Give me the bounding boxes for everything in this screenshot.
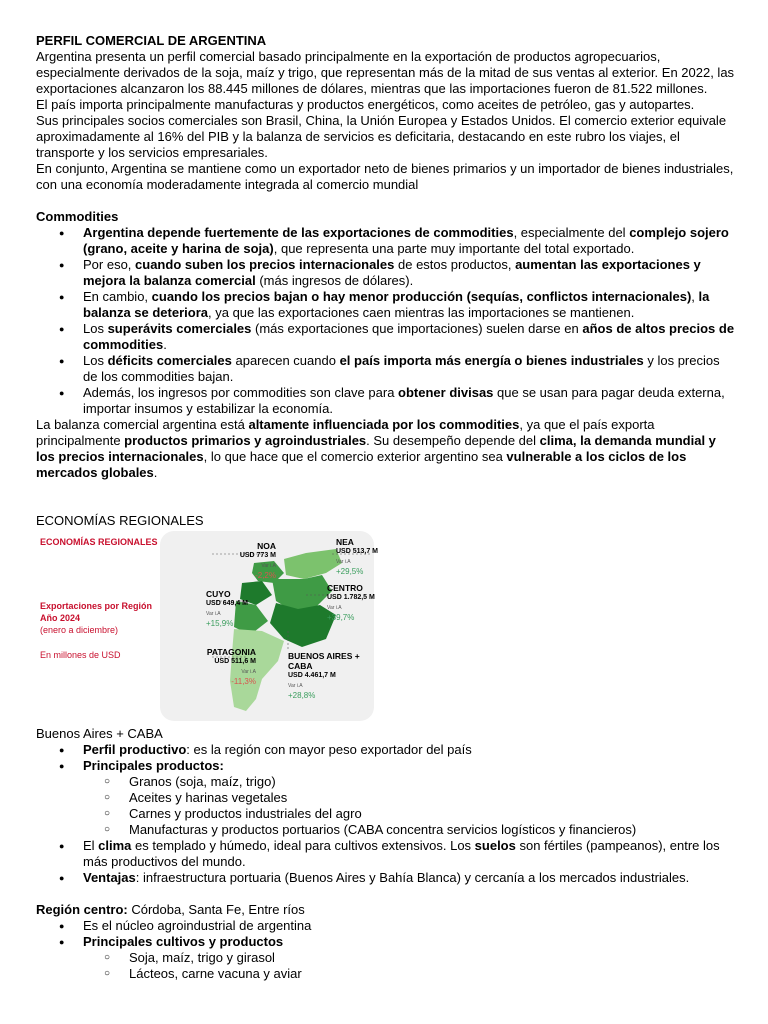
centro-products-list xyxy=(83,950,736,982)
list-item: ● Por eso, cuando suben los precios internacionales de estos productos, aumentan las exportaciones y mejora la balanza comercial (más ingresos de dólares). xyxy=(36,257,736,289)
list-item: ● En cambio, cuando los precios bajan o hay menor producción (sequías, conflictos internacionales), la balanza se deteriora, ya que las exportaciones caen mientras las importaciones se mantienen. xyxy=(36,289,736,321)
region-label-noa: NOA USD 773 M Var i.A -2,2% xyxy=(239,541,276,580)
list-item: ● El clima es templado y húmedo, ideal para cultivos extensivos. Los suelos son fértiles (pampeanos), entre los más productivos del mundo. xyxy=(36,838,736,870)
list-item: ● Los superávits comerciales (más exportaciones que importaciones) suelen darse en años de altos precios de commodities. xyxy=(36,321,736,353)
intro-line: especialmente derivados de la soja, maíz y trigo, que representan más de la mitad de sus ventas al exterior. En 2022, las xyxy=(36,65,735,80)
regional-exports-figure xyxy=(36,531,384,721)
list-item: ● Además, los ingresos por commodities son clave para obtener divisas que se usan para pagar deuda externa, importar insumos y estabilizar la economía. xyxy=(36,385,736,417)
intro-line: aproximadamente al 16% del PIB y la balanza de servicios es deficitaria, destacando en este rubro los viajes, el xyxy=(36,129,680,144)
figure-period: (enero a diciembre) xyxy=(40,625,119,635)
intro-line: El país importa principalmente manufacturas y productos energéticos, como aceites de petróleo, gas y autopartes. xyxy=(36,97,695,112)
list-item: ○ Soja, maíz, trigo y girasol xyxy=(36,950,736,966)
intro-line: con una economía moderadamente integrada al comercio mundial xyxy=(36,177,419,192)
centro-heading: Región centro: Córdoba, Santa Fe, Entre ríos xyxy=(36,902,305,917)
commodities-list xyxy=(36,225,736,417)
region-label-nea: NEA USD 513,7 M Var i.A +29,5% xyxy=(336,537,379,576)
list-item: ● Principales productos: ○ Granos (soja, maíz, trigo) ○ Aceites y harinas vegetales ○ Carnes y productos industriales del agro ○ Manufacturas y productos portuarios (CABA concentra servicios logísticos y financieros) xyxy=(36,758,736,838)
commodities-paragraph: La balanza comercial argentina está altamente influenciada por los commodities, ya que el país exporta principalmente productos primarios y agroindustriales. Su desempeño depende del clima, la demanda mundial y los precios internacionales, lo que hace que el comercio exterior argentino sea vulnerable a los ciclos de los mercados globales. xyxy=(36,417,716,480)
regional-heading: ECONOMÍAS REGIONALES xyxy=(36,513,204,528)
region-label-centro: CENTRO USD 1.782,5 M Var i.A +39,7% xyxy=(327,583,375,622)
region-label-buenos-aires: BUENOS AIRES + CABA USD 4.461,7 M Var i.A +28,8% xyxy=(288,651,360,700)
list-item: ● Es el núcleo agroindustrial de argentina xyxy=(36,918,736,934)
region-label-patagonia: PATAGONIA USD 511,6 M Var i.A -11,3% xyxy=(206,647,256,686)
figure-subtitle: Exportaciones por Región xyxy=(40,601,153,611)
document-title: PERFIL COMERCIAL DE ARGENTINA xyxy=(36,33,267,48)
intro-line: transporte y los servicios empresariales. xyxy=(36,145,268,160)
list-item: ○ Manufacturas y productos portuarios (CABA concentra servicios logísticos y financieros) xyxy=(36,822,736,838)
centro-list xyxy=(36,918,736,982)
figure-year: Año 2024 xyxy=(40,613,81,623)
intro-line: exportaciones alcanzaron los 88.445 millones de dólares, mientras que las importaciones fueron de 81.522 millones. xyxy=(36,81,708,96)
intro-line: Argentina presenta un perfil comercial basado principalmente en la exportación de productos agropecuarios, xyxy=(36,49,661,64)
list-item: ● Principales cultivos y productos ○ Soja, maíz, trigo y girasol ○ Lácteos, carne vacuna y aviar xyxy=(36,934,736,982)
ba-products-list xyxy=(83,774,736,838)
list-item: ○ Granos (soja, maíz, trigo) xyxy=(36,774,736,790)
figure-units: En millones de USD xyxy=(40,650,121,660)
list-item: ● Argentina depende fuertemente de las exportaciones de commodities, especialmente del complejo sojero (grano, aceite y harina de soja), que representa una parte muy importante del total exportado. xyxy=(36,225,736,257)
ba-heading: Buenos Aires + CABA xyxy=(36,726,163,741)
region-nea-shape xyxy=(284,549,342,579)
list-item: ● Perfil productivo: es la región con mayor peso exportador del país xyxy=(36,742,736,758)
region-label-cuyo: CUYO USD 649,4 M Var i.A +15,9% xyxy=(206,589,249,628)
figure-title: ECONOMÍAS REGIONALES xyxy=(40,537,158,547)
list-item: ● Ventajas: infraestructura portuaria (Buenos Aires y Bahía Blanca) y cercanía a los mercados industriales. xyxy=(36,870,736,886)
intro-line: Sus principales socios comerciales son Brasil, China, la Unión Europea y Estados Unidos. El comercio exterior equivale xyxy=(36,113,727,128)
document-page xyxy=(36,33,736,982)
ba-list xyxy=(36,742,736,886)
intro-line: En conjunto, Argentina se mantiene como un exportador neto de bienes primarios y un importador de bienes industriales, xyxy=(36,161,734,176)
list-item: ● Los déficits comerciales aparecen cuando el país importa más energía o bienes industriales y los precios de los commodities bajan. xyxy=(36,353,736,385)
list-item: ○ Carnes y productos industriales del agro xyxy=(36,806,736,822)
list-item: ○ Aceites y harinas vegetales xyxy=(36,790,736,806)
commodities-heading: Commodities xyxy=(36,209,119,224)
list-item: ○ Lácteos, carne vacuna y aviar xyxy=(36,966,736,982)
